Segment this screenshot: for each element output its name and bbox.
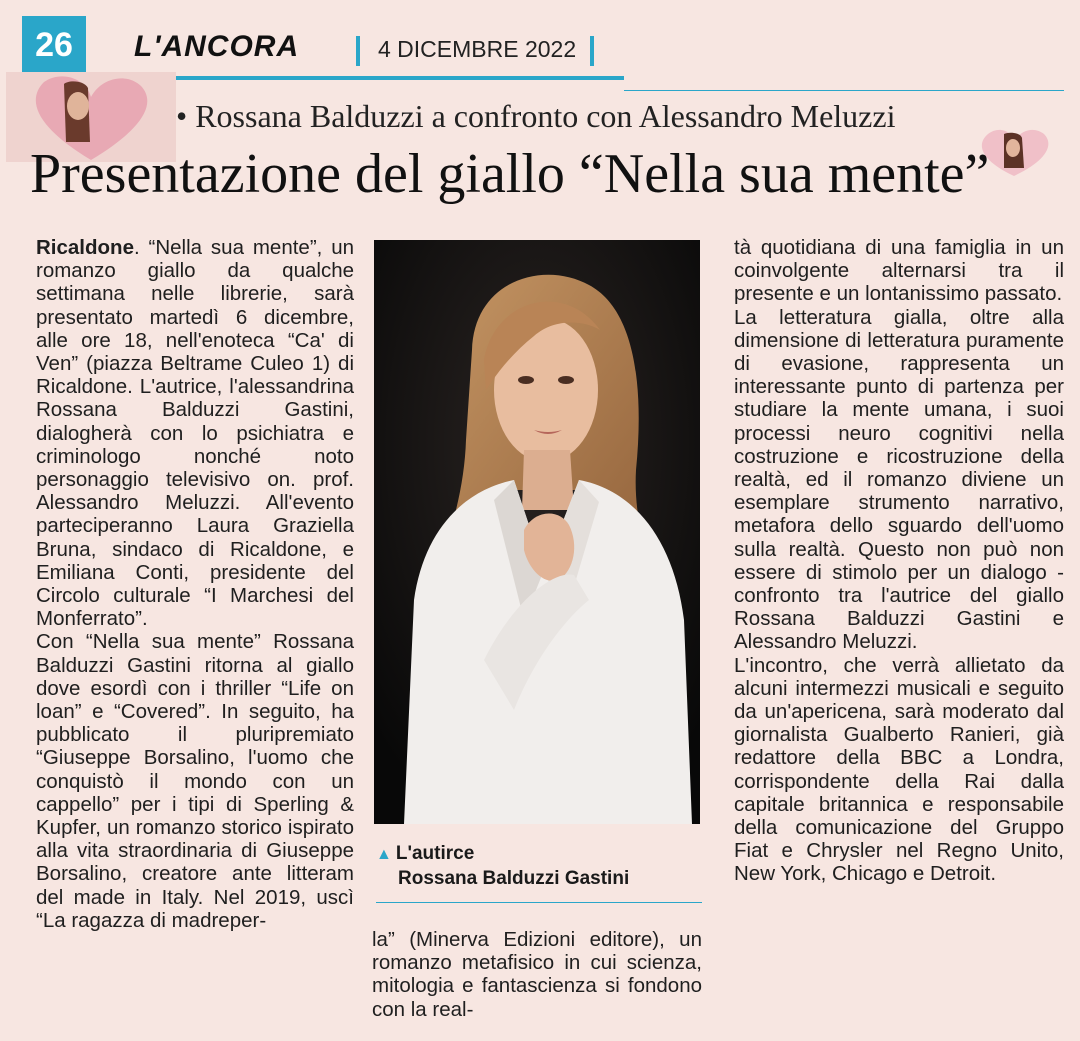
header-thin-rule: [624, 90, 1064, 91]
caption-line-1: L'autirce: [395, 843, 475, 864]
article-column-1: [36, 236, 354, 932]
author-portrait-image: [374, 240, 700, 824]
caption-line-2: Rossana Balduzzi Gastini: [398, 868, 630, 889]
article-headline: Presentazione del giallo “Nella sua mente”: [30, 143, 990, 205]
column-1-text: . “Nella sua mente”, un romanzo giallo da qualche settimana nelle librerie, sarà presentato martedì 6 dicembre, alle ore 18, nell'enoteca “Ca' di Ven” (piazza Beltrame Culeo 1) di Ricaldone. L'autrice, l'alessandrina Rossana Balduzzi Gastini, dialogherà con lo psichiatra e criminologo nonché noto personaggio televisivo on. prof. Alessandro Meluzzi. All'evento parteciperanno Laura Graziella Bruna, sindaco di Ricaldone, e Emiliana Conti, presidente del Circolo culturale “I Marchesi del Monferrato”. Con “Nella sua mente” Rossana Balduzzi Gastini ritorna al giallo dove esordì con i thriller “Life on loan” e “Covered”. In seguito, ha pubblicato il pluripremiato “Giuseppe Borsalino, l'uomo che conquistò il mondo con un cappello” per i tipi di Sperling & Kupfer, un romanzo storico ispirato alla vita straordinaria di Giuseppe Borsalino, creatore ante litteram del made in Italy. Nel 2019, uscì “La ragazza di madreper-: [36, 236, 354, 932]
issue-date: 4 DICEMBRE 2022: [378, 36, 577, 62]
page-number: 26: [22, 16, 86, 74]
dateline: Ricaldone: [36, 236, 134, 259]
article-column-3: tà quotidiana di una famiglia in un coinvolgente alternarsi tra il presente e un lontanissimo passato. La letteratura gialla, oltre alla dimensione di letteratura puramente di evasione, rappresenta un interessante punto di partenza per studiare la mente umana, i suoi processi neuro cognitivi nella costruzione e ricostruzione della realtà, ed il romanzo diviene un esemplare strumento narrativo, metafora dello sguardo dell'uomo sulla realtà. Questo non può non essere di stimolo per un dialogo - confronto tra l'autrice del giallo Rossana Balduzzi Gastini e Alessandro Meluzzi. L'incontro, che verrà allietato da alcuni intermezzi musicali e seguito da un'apericena, sarà moderato dal giornalista Gualberto Ranieri, già redattore della BBC a Londra, corrispondente della Rai dalla capitale britannica e responsabile della comunicazione del Gruppo Fiat e Chrysler nel Regno Unito, New York, Chicago e Detroit.: [734, 236, 1064, 886]
article-column-2: la” (Minerva Edizioni editore), un romanzo metafisico in cui scienza, mitologia e fantascienza si fondono con la real-: [372, 928, 702, 1021]
caption-rule: [376, 902, 702, 903]
newspaper-masthead: L'ANCORA: [134, 30, 300, 63]
header-divider: [356, 36, 360, 66]
triangle-icon: ▲: [376, 846, 392, 863]
author-photo: [374, 240, 700, 824]
header-divider: [590, 36, 594, 66]
article-kicker: • Rossana Balduzzi a confronto con Alessandro Meluzzi: [176, 98, 896, 134]
photo-caption: [376, 842, 696, 891]
